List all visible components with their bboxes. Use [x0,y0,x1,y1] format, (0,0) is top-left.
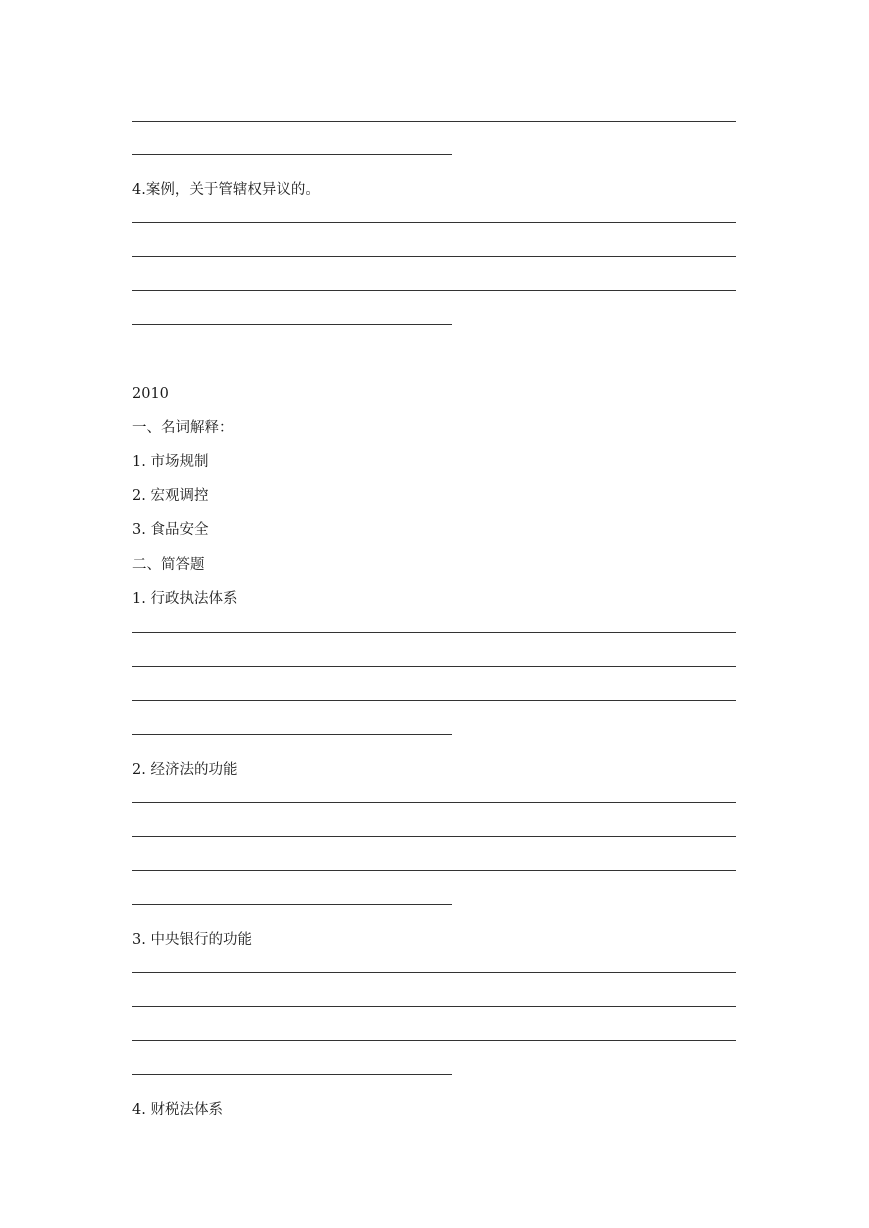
answer-line [132,734,452,735]
question-case-title: 4.案例，关于管辖权异议的。 [132,182,320,198]
answer-line [132,256,736,257]
answer-line [132,222,736,223]
section-heading-short-answer: 二、简答题 [132,557,205,573]
section-heading-definitions: 一、名词解释： [132,420,234,436]
answer-line [132,700,736,701]
short-answer-item: 2. 经济法的功能 [132,762,238,778]
answer-line [132,972,736,973]
short-answer-item: 4. 财税法体系 [132,1102,223,1118]
definition-item: 2. 宏观调控 [132,488,209,504]
answer-line [132,802,736,803]
answer-line [132,1006,736,1007]
answer-line [132,1074,452,1075]
answer-line [132,666,736,667]
answer-line [132,870,736,871]
definition-item: 1. 市场规制 [132,454,209,470]
answer-line [132,121,736,122]
answer-line [132,324,452,325]
answer-line [132,1040,736,1041]
definition-item: 3. 食品安全 [132,522,209,538]
answer-line [132,290,736,291]
answer-line [132,836,736,837]
answer-line [132,632,736,633]
answer-line [132,154,452,155]
short-answer-item: 1. 行政执法体系 [132,591,238,607]
answer-line [132,904,452,905]
short-answer-item: 3. 中央银行的功能 [132,932,252,948]
year-heading: 2010 [132,386,169,402]
